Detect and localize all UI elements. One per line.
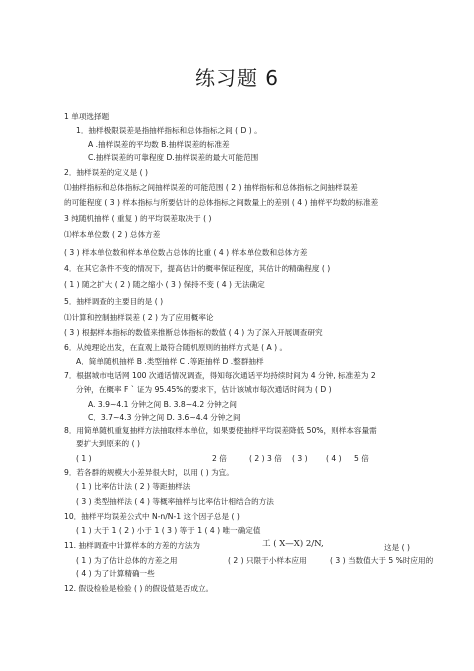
- q8-option-4-value: 5 倍: [354, 454, 369, 463]
- q5-text: 5．抽样调查的主要目的是 ( ): [64, 297, 164, 306]
- q6-text: 6．从纯理论出发，在直观上最符合随机原则的抽样方式是 ( A ) 。: [64, 343, 288, 352]
- q10-text: 10．抽样平均误差公式中 N-n/N-1 这个因子总是 ( ): [64, 512, 240, 521]
- q11-option-2: ( 2 ) 只限于小样本应用: [228, 556, 307, 565]
- q8-option-3: ( 3 ): [292, 454, 308, 463]
- section-heading: 1 单项选择题: [64, 112, 110, 121]
- q2-text: 2．抽样误差的定义是 ( ): [64, 168, 148, 177]
- q4-options: ( 1 ) 随之扩大 ( 2 ) 随之缩小 ( 3 ) 保持不变 ( 4 ) 无法确定: [64, 280, 265, 289]
- q2-options-line1: ⑴抽样指标和总体指标之间抽样误差的可能范围 ( 2 ) 抽样指标和总体指标之间抽样误差: [64, 183, 358, 192]
- q1-text: 1．抽样极限误差是指抽样指标和总体指标之间 ( D ) 。: [76, 126, 262, 135]
- q11-formula: 工 ( X—X) 2/N,: [262, 539, 324, 549]
- q5-options-line2: ( 3 ) 根据样本指标的数值来推断总体指标的数值 ( 4 ) 为了深入开展调查研究: [64, 328, 323, 337]
- q2-options-line2: 的可能程度 ( 3 ) 样本指标与所要估计的总体指标之间数量上的差别 ( 4 ) 抽样平均数的标准差: [64, 198, 379, 207]
- q8-option-1-value: 2 倍: [212, 454, 227, 463]
- q11-option-4: ( 4 ) 为了计算精确一些: [76, 569, 155, 578]
- q8-text-line2: 要扩大到原来的 ( ): [76, 439, 140, 448]
- q7-text-line1: 7．根据城市电话网 100 次通话情况调查，得知每次通话平均持续时间为 4 分钟, 标准差为 2: [64, 371, 376, 380]
- q11-text: 11. 抽样调查中计算样本的方差的方法为: [64, 541, 200, 550]
- q12-text: 12. 假设检验是检验 ( ) 的假设值是否成立。: [64, 584, 214, 593]
- q7-options-cd: C．3.7~4.3 分钟之间 D. 3.6~4.4 分钟之间: [88, 413, 241, 422]
- q11-option-3: ( 3 ) 当数值大于 5 %时应用的: [330, 556, 434, 565]
- q4-text: 4．在其它条件不变的情况下，提高估计的概率保证程度，其估计的精确程度 ( ): [64, 264, 331, 273]
- q5-options-line1: ⑴计算和控制抽样误差 ( 2 ) 为了应用概率论: [64, 313, 214, 322]
- q8-option-1-label: ( 1 ): [76, 454, 92, 463]
- q11-suffix: 这是 ( ): [384, 543, 410, 552]
- q8-text-line1: 8．用简单随机重复抽样方法抽取样本单位，如果要使抽样平均误差降低 50%，则样本容量需: [64, 426, 377, 435]
- q9-text: 9．若各群的规模大小差异很大时，以用 ( ) 为宜。: [64, 468, 234, 477]
- q3-options-line2: ( 3 ) 样本单位数和样本单位数占总体的比重 ( 4 ) 样本单位数和总体方差: [64, 248, 308, 257]
- q7-options-ab: A. 3.9~4.1 分钟之间 B. 3.8~4.2 分钟之间: [88, 400, 237, 409]
- q7-text-line2: 分钟，在概率 F ` 证为 95.45%的要求下，估计该城市每次通话时间为 ( D ): [76, 385, 332, 394]
- q9-options-line1: ( 1 ) 比率估计法 ( 2 ) 等距抽样法: [76, 482, 191, 491]
- q3-text: 3 纯随机抽样 ( 重复 ) 的平均误差取决于 ( ): [64, 214, 212, 223]
- page-title: 练习题 6: [194, 66, 280, 90]
- q9-options-line2: ( 3 ) 类型抽样法 ( 4 ) 等概率抽样与比率估计相结合的方法: [76, 497, 274, 506]
- q8-option-2: ( 2 ) 3 倍: [249, 454, 282, 463]
- q1-options-ab: A .抽样误差的平均数 B.抽样误差的标准差: [88, 140, 230, 149]
- q8-option-4-label: ( 4 ): [326, 454, 342, 463]
- q11-option-1: ( 1 ) 为了估计总体的方差之用: [76, 556, 178, 565]
- q3-options-line1: ⑴样本单位数 ( 2 ) 总体方差: [64, 230, 161, 239]
- q1-options-cd: C.抽样误差的可靠程度 D.抽样误差的最大可能范围: [88, 153, 259, 162]
- q10-options: ( 1 ) 大于 1 ( 2 ) 小于 1 ( 3 ) 等于 1 ( 4 ) 唯一确定值: [76, 526, 261, 535]
- q6-options: A．简单随机抽样 B .类型抽样 C .等距抽样 D .整群抽样: [76, 357, 264, 366]
